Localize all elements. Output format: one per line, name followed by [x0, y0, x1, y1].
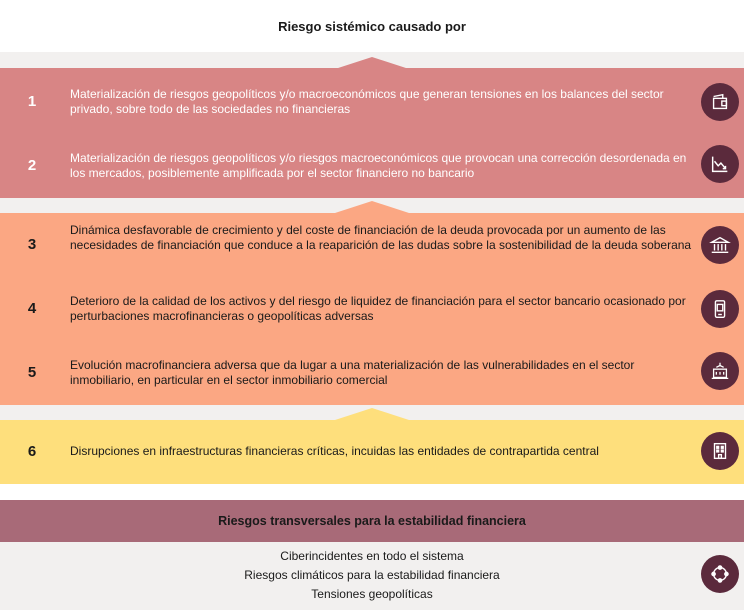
risk-text: Materialización de riesgos geopolíticos y/o macroeconómicos que generan tensiones en los balances del sector privado, sobre todo de las sociedades no financieras	[70, 87, 664, 116]
arrow-up-2	[335, 201, 409, 213]
transversal-item: Riesgos climáticos para la estabilidad financiera	[244, 568, 500, 582]
real-estate-icon	[701, 352, 739, 390]
arrow-up-3	[335, 408, 409, 420]
transversal-item: Tensiones geopolíticas	[311, 587, 433, 601]
wallet-icon	[701, 83, 739, 121]
risk-text: Dinámica desfavorable de crecimiento y del coste de financiación de la deuda provocada por un aumento de las necesidades de financiación que conduce a la reaparición de las dudas sobre la sostenibilidad de la deuda soberana	[70, 223, 692, 252]
risk-number: 3	[27, 236, 37, 253]
office-building-icon	[701, 432, 739, 470]
risk-number: 2	[27, 157, 37, 174]
network-cycle-icon	[701, 555, 739, 593]
risk-text: Deterioro de la calidad de los activos y del riesgo de liquidez de financiación para el sector bancario ocasionado por perturbaciones macrofinancieras o geopolíticas adversas	[70, 294, 686, 323]
risk-text: Materialización de riesgos geopolíticos y/o riesgos macroeconómicos que provocan una corrección desordenada en los mercados, posiblemente amplificada por el sector financiero no bancario	[70, 151, 687, 180]
government-building-icon	[701, 226, 739, 264]
chart-down-icon	[701, 145, 739, 183]
risk-number: 6	[27, 443, 37, 460]
transversal-item: Ciberincidentes en todo el sistema	[280, 549, 464, 563]
risk-number: 4	[27, 300, 37, 317]
risk-number: 5	[27, 364, 37, 381]
transversal-header: Riesgos transversales para la estabilidad financiera	[0, 500, 744, 542]
risk-text: Evolución macrofinanciera adversa que da lugar a una materialización de las vulnerabilidades en el sector inmobiliario, en particular en el sector inmobiliario comercial	[70, 358, 635, 387]
risk-number: 1	[27, 93, 37, 110]
risk-text: Disrupciones en infraestructuras financieras críticas, incuidas las entidades de contrapartida central	[70, 444, 599, 458]
mobile-bank-icon	[701, 290, 739, 328]
page-title: Riesgo sistémico causado por	[278, 18, 466, 34]
